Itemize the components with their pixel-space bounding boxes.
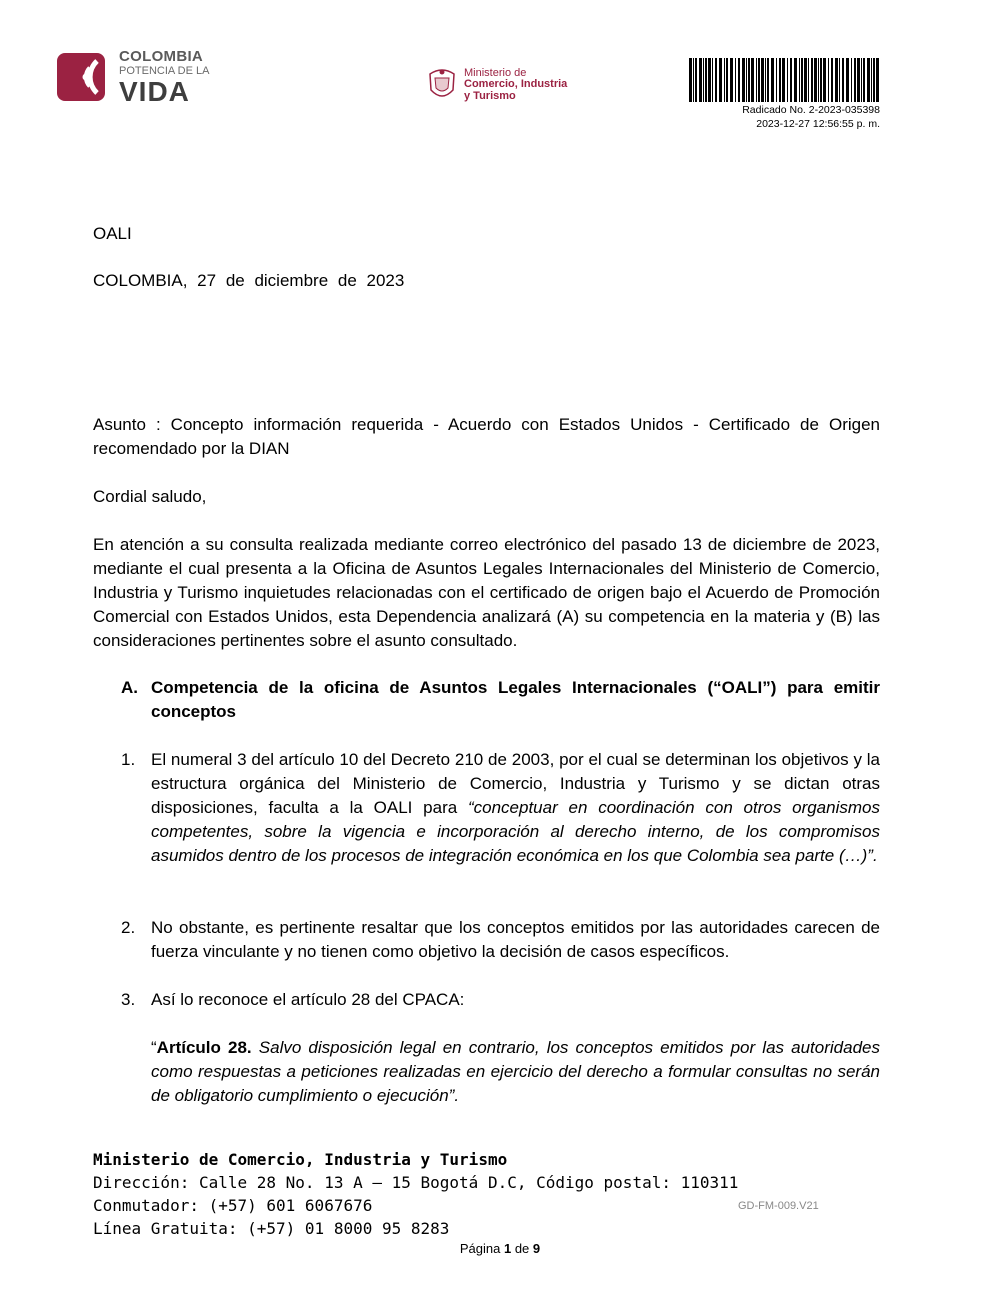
dateline: COLOMBIA, 27 de diciembre de 2023 <box>93 271 405 290</box>
ministry-line-2: Comercio, Industria <box>464 78 568 91</box>
section-a-heading <box>121 676 880 724</box>
list-item-text: El numeral 3 del artículo 10 del Decreto 210 de 2003, por el cual se determinan los objetivos y la estructura orgánica del Ministerio de Comercio, Industria y Turismo y se dictan otras disposiciones, faculta a la OALI para <box>151 750 880 817</box>
greeting: Cordial saludo, <box>93 487 207 506</box>
radicado-datetime: 2023-12-27 12:56:55 p. m. <box>756 117 880 130</box>
footer-toll-free: Línea Gratuita: (+57) 01 8000 95 8283 <box>93 1219 450 1238</box>
list-item-text: Así lo reconoce el artículo 28 del CPACA: <box>151 990 465 1009</box>
barcode-icon <box>688 58 880 102</box>
colombia-wave-icon <box>57 49 113 105</box>
subject-line: Asunto : Concepto información requerida - Acuerdo con Estados Unidos - Certificado de Origen recomendado por la DIAN <box>93 415 880 458</box>
logo-line-1: COLOMBIA <box>119 47 204 65</box>
list-item <box>121 916 880 964</box>
radicado-block <box>688 58 880 131</box>
article-label: Artículo 28. <box>156 1038 252 1057</box>
ministry-logo <box>426 66 567 104</box>
form-code: GD-FM-009.V21 <box>738 1200 819 1212</box>
footer-title: Ministerio de Comercio, Industria y Turismo <box>93 1150 508 1169</box>
list-item-text: No obstante, es pertinente resaltar que los conceptos emitidos por las autoridades carecen de fuerza vinculante y no tienen como objetivo la decisión de casos específicos. <box>151 918 880 961</box>
quote-open: “ <box>151 1038 157 1057</box>
page-middle: de <box>511 1241 533 1256</box>
page-number <box>0 1241 1000 1256</box>
radicado-number: Radicado No. 2-2023-035398 <box>742 104 880 116</box>
decree-quote: “conceptuar en coordinación con otros organismos competentes, sobre la vigencia e incorporación al derecho interno, de los compromisos asumidos dentro de los procesos de integración económica en los que Colombia sea parte (…)”. <box>151 798 880 865</box>
list-item-number: 3. <box>121 990 136 1009</box>
logo-line-3: VIDA <box>119 75 190 107</box>
list-item-number: 2. <box>121 918 136 937</box>
section-marker: A. <box>121 678 138 697</box>
logo-line-2: POTENCIA DE LA <box>119 64 210 77</box>
coat-of-arms-icon <box>426 66 458 104</box>
footer <box>93 1148 738 1240</box>
article-text: Salvo disposición legal en contrario, los conceptos emitidos por las autoridades como respuestas a peticiones realizadas en ejercicio del derecho a formular consultas no serán de obligatorio cumplimiento o ejecución”. <box>151 1038 880 1105</box>
footer-phone: Conmutador: (+57) 601 6067676 <box>93 1196 373 1215</box>
page-prefix: Página <box>459 1241 504 1256</box>
recipient: OALI <box>93 224 132 243</box>
intro-paragraph: En atención a su consulta realizada mediante correo electrónico del pasado 13 de diciembre de 2023, mediante el cual presenta a la Oficina de Asuntos Legales Internacionales del Ministerio de Comercio, Industria y Turismo inquietudes relacionadas con el certificado de origen bajo el Acuerdo de Promoción Comercial con Estados Unidos, esta Dependencia analizará (A) su competencia en la materia y (B) las consideraciones pertinentes sobre el asunto consultado. <box>93 535 880 650</box>
ministry-line-3: y Turismo <box>464 89 516 102</box>
footer-address: Dirección: Calle 28 No. 13 A – 15 Bogotá D.C, Código postal: 110311 <box>93 1173 739 1192</box>
article-28-quote <box>151 1036 880 1108</box>
section-title: Competencia de la oficina de Asuntos Legales Internacionales (“OALI”) para emitir conceptos <box>151 678 880 721</box>
ministry-line-1: Ministerio de <box>464 66 527 79</box>
list-item-number: 1. <box>121 750 136 769</box>
colombia-potencia-logo <box>57 48 217 106</box>
list-item <box>121 988 880 1012</box>
page-current: 1 <box>503 1241 512 1256</box>
page-total: 9 <box>532 1241 541 1256</box>
list-item <box>121 748 880 868</box>
